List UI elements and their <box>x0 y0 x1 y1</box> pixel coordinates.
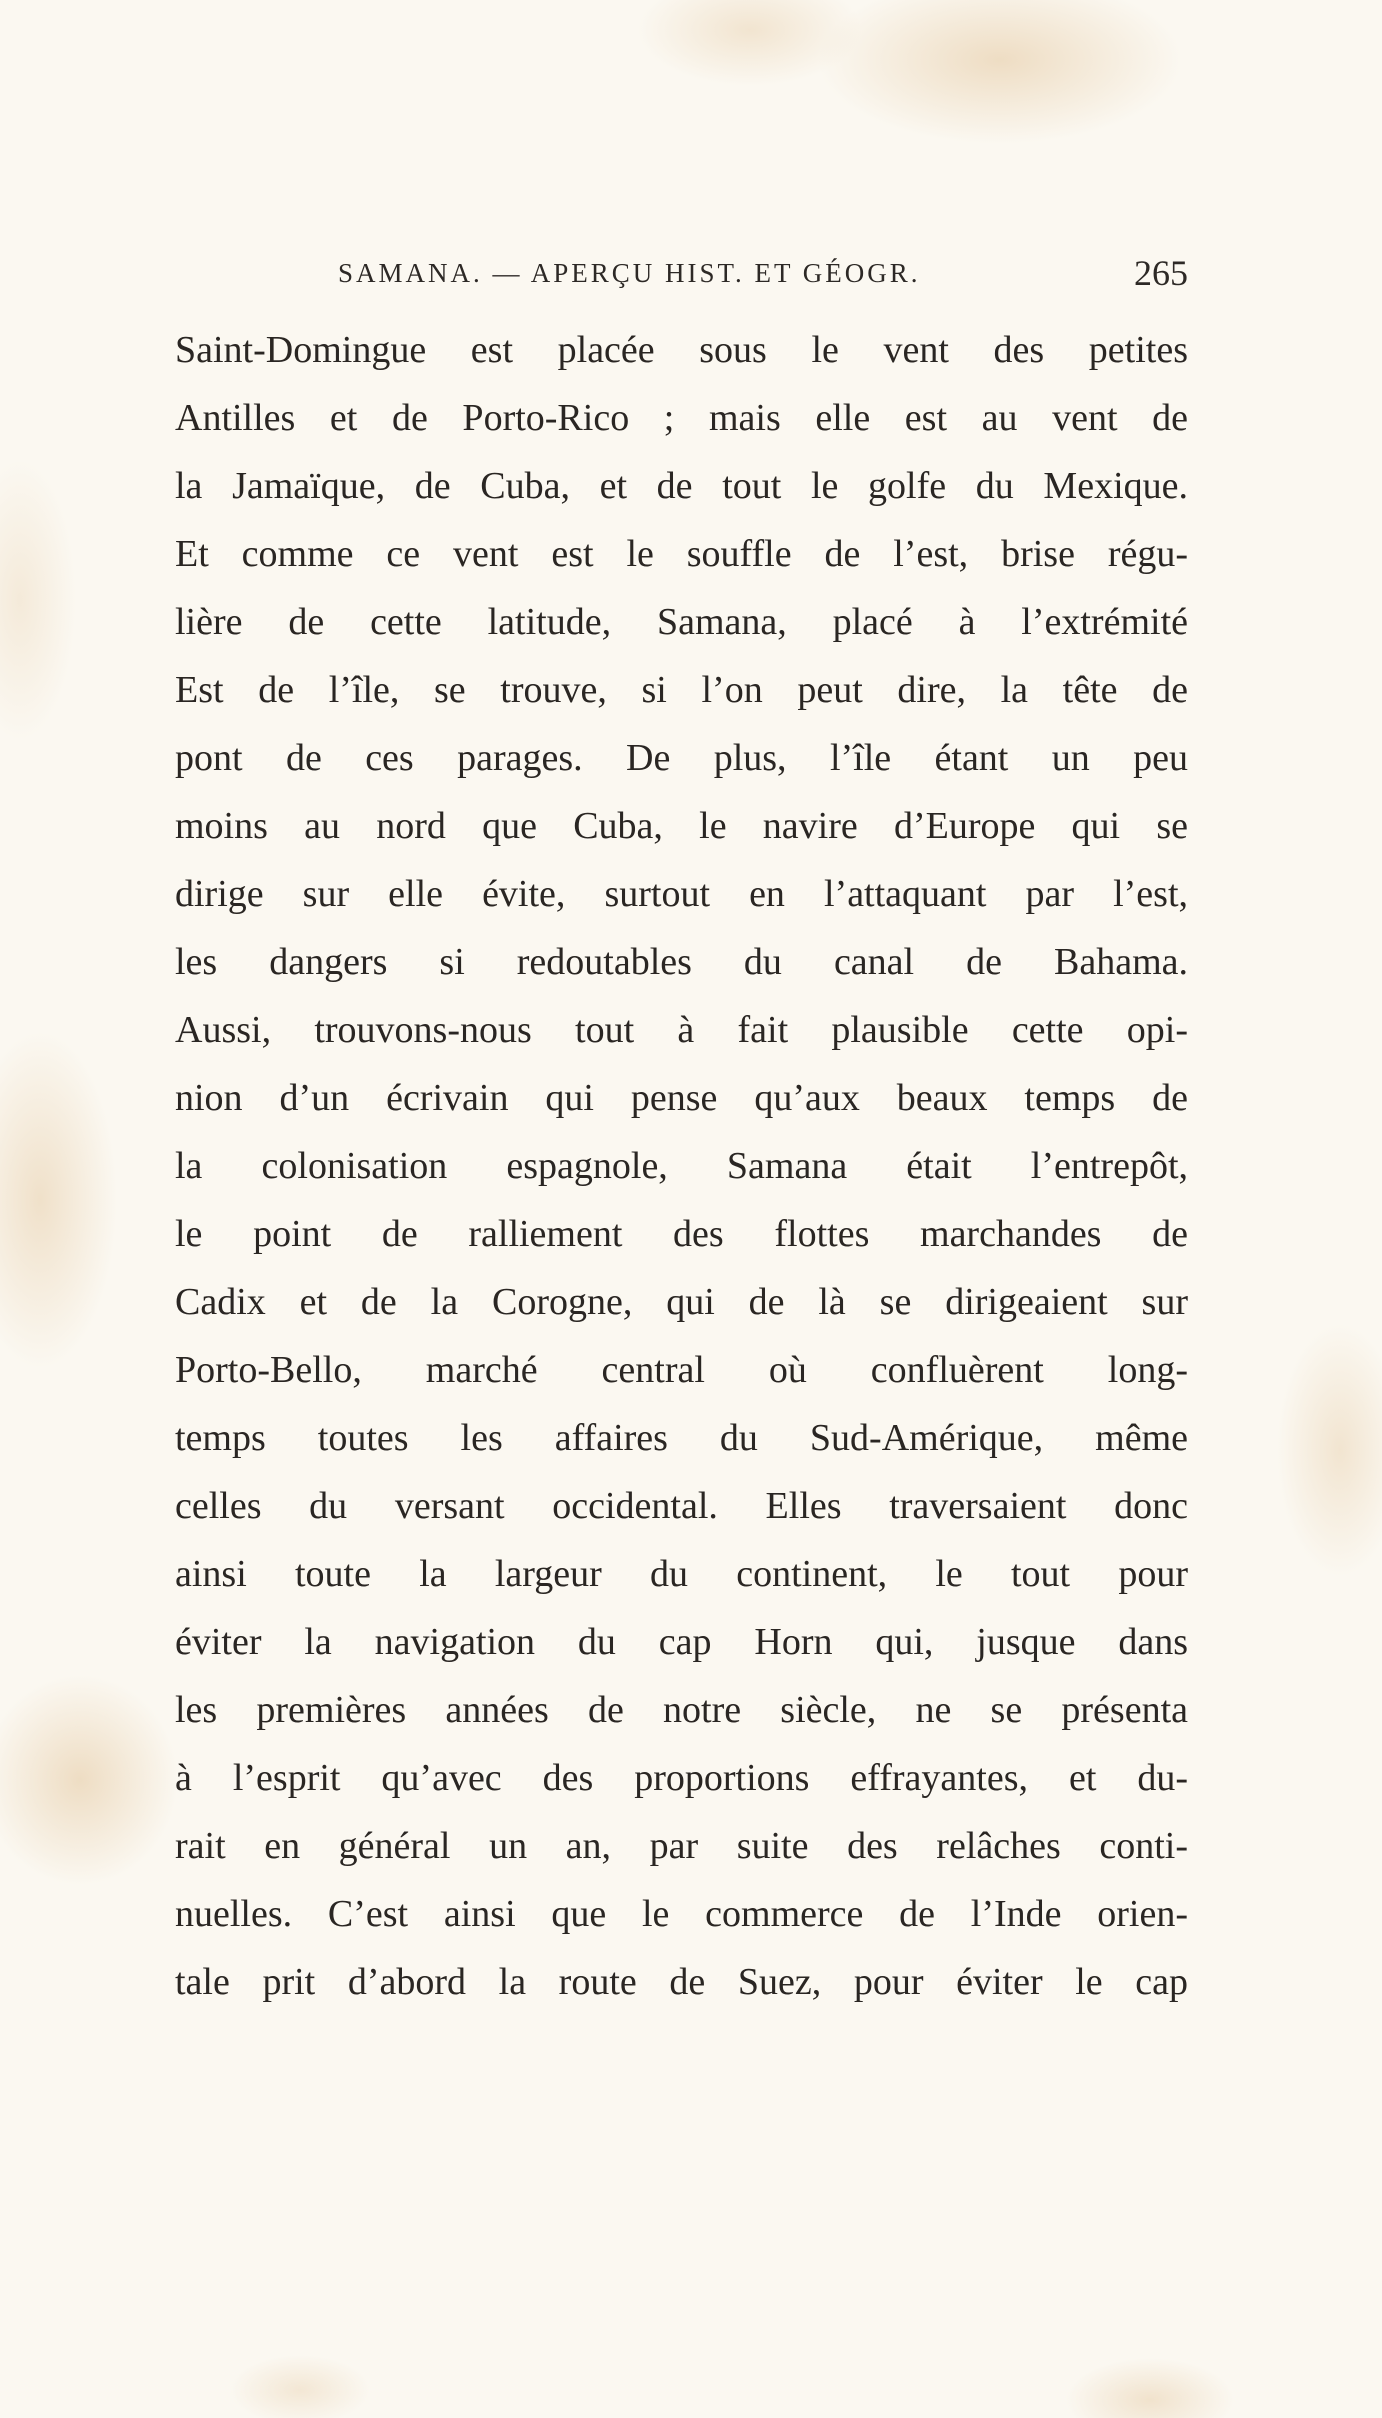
text-line: Cadix et de la Corogne, qui de là se dirigeaient sur <box>175 1281 1188 1323</box>
text-line: pont de ces parages. De plus, l’île étant un peu <box>175 737 1188 779</box>
text-line: Aussi, trouvons-nous tout à fait plausible cette opi- <box>175 1009 1188 1051</box>
text-line: la Jamaïque, de Cuba, et de tout le golfe du Mexique. <box>175 465 1188 507</box>
body-text <box>175 316 1188 2016</box>
page-number: 265 <box>1134 253 1188 293</box>
text-line: le point de ralliement des flottes marchandes de <box>175 1213 1188 1255</box>
text-line: la colonisation espagnole, Samana était l’entrepôt, <box>175 1145 1188 1187</box>
text-line: nuelles. C’est ainsi que le commerce de l’Inde orien- <box>175 1893 1188 1935</box>
text-line: Est de l’île, se trouve, si l’on peut dire, la tête de <box>175 669 1188 711</box>
text-line: Saint-Domingue est placée sous le vent des petites <box>175 329 1188 371</box>
text-line: les premières années de notre siècle, ne se présenta <box>175 1689 1188 1731</box>
text-line: tale prit d’abord la route de Suez, pour éviter le cap <box>175 1961 1188 2003</box>
text-line: rait en général un an, par suite des relâches conti- <box>175 1825 1188 1867</box>
text-line: ainsi toute la largeur du continent, le tout pour <box>175 1553 1188 1595</box>
running-head-title: SAMANA. — APERÇU HIST. ET GÉOGR. <box>338 258 921 288</box>
running-head <box>338 252 1188 302</box>
text-line: Antilles et de Porto-Rico ; mais elle est au vent de <box>175 397 1188 439</box>
text-line: éviter la navigation du cap Horn qui, jusque dans <box>175 1621 1188 1663</box>
text-line: moins au nord que Cuba, le navire d’Europe qui se <box>175 805 1188 847</box>
text-line: nion d’un écrivain qui pense qu’aux beaux temps de <box>175 1077 1188 1119</box>
text-line: Porto-Bello, marché central où confluèrent long- <box>175 1349 1188 1391</box>
text-line: à l’esprit qu’avec des proportions effrayantes, et du- <box>175 1757 1188 1799</box>
text-line: lière de cette latitude, Samana, placé à l’extrémité <box>175 601 1188 643</box>
text-line: temps toutes les affaires du Sud-Amérique, même <box>175 1417 1188 1459</box>
text-line: dirige sur elle évite, surtout en l’attaquant par l’est, <box>175 873 1188 915</box>
text-line: celles du versant occidental. Elles traversaient donc <box>175 1485 1188 1527</box>
text-line: Et comme ce vent est le souffle de l’est, brise régu- <box>175 533 1188 575</box>
text-line: les dangers si redoutables du canal de Bahama. <box>175 941 1188 983</box>
